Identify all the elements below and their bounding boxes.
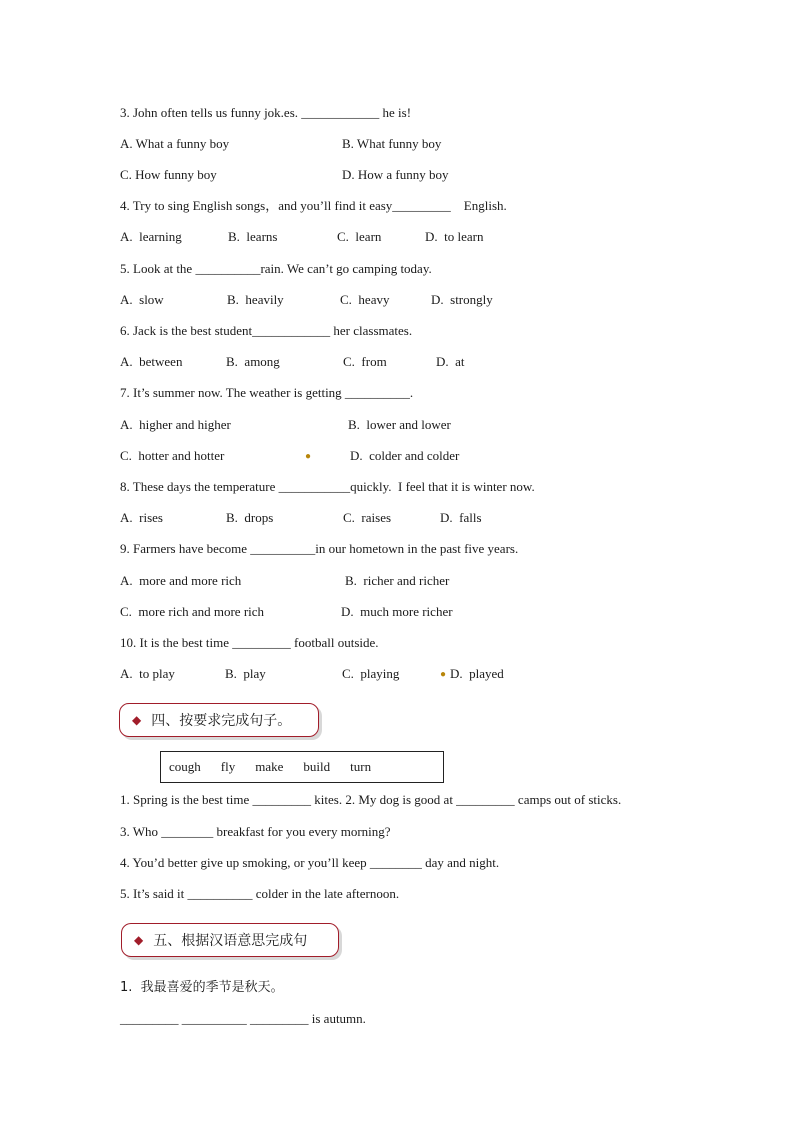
q6-option-a: A. between [120,354,183,369]
section-4-item-3: 3. Who ________ breakfast for you every morning? [120,824,391,839]
q10-option-b: B. play [225,666,266,681]
q6-option-d: D. at [436,354,465,369]
section-4-item-4: 4. You’d better give up smoking, or you’ll keep ________ day and night. [120,855,500,870]
question-10-stem: 10. It is the best time _________ football outside. [120,635,379,650]
q7-option-d: D. colder and colder [350,448,460,463]
q7-option-c: C. hotter and hotter [120,448,225,463]
question-9-stem: 9. Farmers have become __________in our hometown in the past five years. [120,541,519,556]
q6-option-c: C. from [343,354,387,369]
decorative-dot: ● [440,669,447,680]
question-8-stem: 8. These days the temperature ___________quickly. I feel that it is winter now. [120,479,535,494]
q7-option-a: A. higher and higher [120,417,231,432]
section-4-title: 四、按要求完成句子。 [151,713,292,729]
q3-option-c: C. How funny boy [120,167,217,182]
question-6-stem: 6. Jack is the best student____________ her classmates. [120,323,413,338]
section-5-title: 五、根据汉语意思完成句 [153,933,308,949]
word-bank-item: fly [220,759,236,774]
q5-option-a: A. slow [120,292,164,307]
q5-option-d: D. strongly [431,292,493,307]
section-5-item-1-answer: _________ __________ _________ is autumn. [120,1011,366,1026]
q8-option-c: C. raises [343,510,392,525]
q9-option-b: B. richer and richer [345,573,450,588]
q7-option-b: B. lower and lower [348,417,451,432]
q3-option-b: B. What funny boy [342,136,442,151]
word-bank-box [160,751,444,783]
q8-option-a: A. rises [120,510,163,525]
question-3-stem: 3. John often tells us funny jok.es. ____________ he is! [120,105,412,120]
word-bank-item: build [303,759,331,774]
q3-option-a: A. What a funny boy [120,136,230,151]
question-4-stem: 4. Try to sing English songs，and you’ll find it easy_________ English. [120,198,507,213]
section-4-item-1: 1. Spring is the best time _________ kites. 2. My dog is good at _________ camps out of sticks. [120,792,622,807]
q9-option-d: D. much more richer [341,604,453,619]
q4-option-b: B. learns [228,229,278,244]
q4-option-c: C. learn [337,229,382,244]
q10-option-d: D. played [450,666,504,681]
q9-option-c: C. more rich and more rich [120,604,265,619]
q8-option-b: B. drops [226,510,274,525]
question-7-stem: 7. It’s summer now. The weather is getting __________. [120,385,414,400]
diamond-icon: ◆ [134,933,144,947]
decorative-dot: ● [305,451,312,462]
word-bank-item: cough [169,759,201,774]
q4-option-a: A. learning [120,229,182,244]
question-5-stem: 5. Look at the __________rain. We can’t go camping today. [120,261,432,276]
q8-option-d: D. falls [440,510,482,525]
q5-option-c: C. heavy [340,292,390,307]
diamond-icon: ◆ [132,713,142,727]
q4-option-d: D. to learn [425,229,484,244]
word-bank-item: make [255,759,284,774]
q10-option-c: C. playing [342,666,400,681]
section-4-header [119,703,319,737]
section-5-header [121,923,339,957]
q6-option-b: B. among [226,354,280,369]
q3-option-d: D. How a funny boy [342,167,449,182]
section-5-item-1: 1. 我最喜爱的季节是秋天。 [120,980,284,995]
q10-option-a: A. to play [120,666,175,681]
q9-option-a: A. more and more rich [120,573,242,588]
word-bank-item: turn [350,759,372,774]
q5-option-b: B. heavily [227,292,284,307]
section-4-item-5: 5. It’s said it __________ colder in the late afternoon. [120,886,400,901]
